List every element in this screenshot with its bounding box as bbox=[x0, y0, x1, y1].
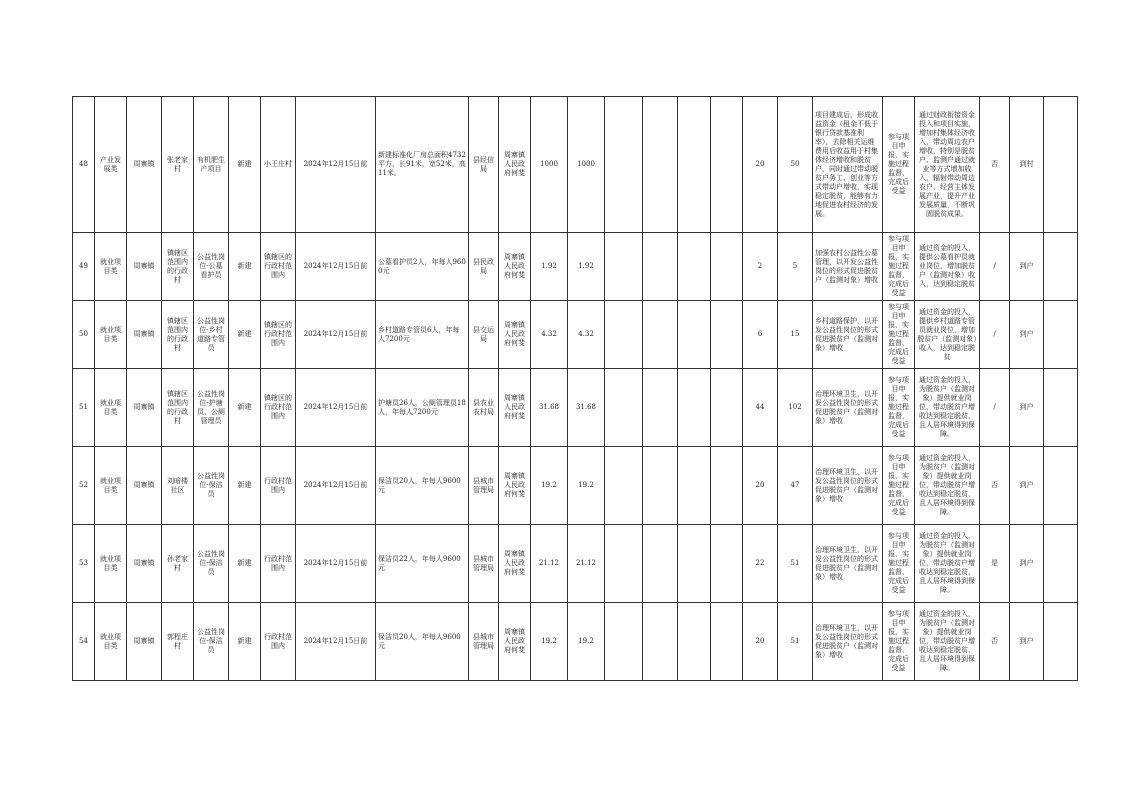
cell-category: 就业项目类 bbox=[95, 369, 127, 447]
cell-village: 孙老家村 bbox=[162, 525, 194, 603]
cell-unit: 周寨镇人民政府何斐 bbox=[499, 369, 531, 447]
table-row bbox=[73, 97, 1078, 233]
cell-town: 周寨镇 bbox=[127, 369, 162, 447]
cell-people: 102 bbox=[778, 369, 813, 447]
cell-empty bbox=[605, 447, 643, 525]
cell-empty bbox=[643, 233, 678, 301]
cell-deadline: 2024年12月15日前 bbox=[296, 525, 376, 603]
table-row bbox=[73, 603, 1078, 681]
cell-benefit: 治理环境卫生，以开发公益性岗位的形式促进脱贫户（监测对象）增收 bbox=[813, 447, 883, 525]
cell-village: 郭程庄村 bbox=[162, 603, 194, 681]
cell-town: 周寨镇 bbox=[127, 603, 162, 681]
cell-flag: / bbox=[980, 233, 1010, 301]
cell-dept: 县交运局 bbox=[469, 301, 499, 369]
cell-empty bbox=[643, 301, 678, 369]
cell-flag: 否 bbox=[980, 603, 1010, 681]
cell-category: 就业项目类 bbox=[95, 603, 127, 681]
cell-empty bbox=[711, 525, 743, 603]
cell-empty bbox=[1044, 301, 1078, 369]
cell-project: 公益性岗位-保洁员 bbox=[194, 447, 229, 525]
cell-empty bbox=[678, 603, 711, 681]
cell-empty bbox=[605, 301, 643, 369]
cell-mode: 到户 bbox=[1010, 447, 1044, 525]
cell-empty bbox=[678, 369, 711, 447]
cell-mechanism: 参与项目申报，实施过程监督，完成后受益 bbox=[883, 603, 915, 681]
cell-empty bbox=[1044, 233, 1078, 301]
cell-empty bbox=[1044, 447, 1078, 525]
cell-dept: 县经信局 bbox=[469, 97, 499, 233]
cell-empty bbox=[1044, 603, 1078, 681]
cell-mechanism: 参与项目申报，实施过程监督，完成后受益 bbox=[883, 301, 915, 369]
cell-empty bbox=[711, 301, 743, 369]
cell-dept: 县城市管理局 bbox=[469, 603, 499, 681]
cell-location: 镇辖区的行政村范围内 bbox=[261, 301, 296, 369]
cell-fund: 4.32 bbox=[568, 301, 605, 369]
cell-empty bbox=[711, 97, 743, 233]
cell-project: 公益性岗位-公墓看护员 bbox=[194, 233, 229, 301]
cell-benefit: 治理环境卫生，以开发公益性岗位的形式促进脱贫户（监测对象）增收 bbox=[813, 369, 883, 447]
cell-mode: 到户 bbox=[1010, 233, 1044, 301]
cell-mode: 到户 bbox=[1010, 301, 1044, 369]
cell-empty bbox=[711, 447, 743, 525]
cell-content: 保洁员20人，年每人9600元 bbox=[376, 447, 469, 525]
cell-village: 刘暗楼社区 bbox=[162, 447, 194, 525]
cell-project: 有机肥生产项目 bbox=[194, 97, 229, 233]
cell-total: 21.12 bbox=[531, 525, 568, 603]
cell-fund: 19.2 bbox=[568, 603, 605, 681]
cell-nature: 新建 bbox=[229, 603, 261, 681]
cell-link: 通过资金的投入，为脱贫户（监测对象）提供就业岗位，带动脱贫户增收达到稳定脱贫，且人居环境得到保障。 bbox=[915, 447, 980, 525]
cell-benefit: 治理环境卫生，以开发公益性岗位的形式促进脱贫户（监测对象）增收 bbox=[813, 603, 883, 681]
cell-people: 50 bbox=[778, 97, 813, 233]
cell-no: 49 bbox=[73, 233, 95, 301]
cell-content: 护塘员26人，公厕管理员18人，年每人7200元 bbox=[376, 369, 469, 447]
cell-location: 镇辖区的行政村范围内 bbox=[261, 369, 296, 447]
cell-flag: 否 bbox=[980, 447, 1010, 525]
cell-mode: 到村 bbox=[1010, 97, 1044, 233]
cell-nature: 新建 bbox=[229, 97, 261, 233]
cell-location: 小王庄村 bbox=[261, 97, 296, 233]
table-body bbox=[73, 97, 1078, 681]
table-row bbox=[73, 447, 1078, 525]
cell-total: 4.32 bbox=[531, 301, 568, 369]
cell-mechanism: 参与项目申报，实施过程监督，完成后受益 bbox=[883, 369, 915, 447]
cell-households: 22 bbox=[743, 525, 778, 603]
cell-benefit: 乡村道路保护，以开发公益性岗位的形式促进脱贫户（监测对象）增收 bbox=[813, 301, 883, 369]
cell-dept: 县民政局 bbox=[469, 233, 499, 301]
cell-village: 镇辖区范围内的行政村 bbox=[162, 369, 194, 447]
cell-town: 周寨镇 bbox=[127, 525, 162, 603]
cell-mechanism: 参与项目申报，实施过程监督，完成后受益 bbox=[883, 525, 915, 603]
cell-nature: 新建 bbox=[229, 447, 261, 525]
cell-project: 公益性岗位-保洁员 bbox=[194, 525, 229, 603]
cell-dept: 县农业农村局 bbox=[469, 369, 499, 447]
cell-nature: 新建 bbox=[229, 301, 261, 369]
cell-project: 公益性岗位-保洁员 bbox=[194, 603, 229, 681]
cell-households: 20 bbox=[743, 97, 778, 233]
cell-unit: 周寨镇人民政府何斐 bbox=[499, 97, 531, 233]
cell-benefit: 治理环境卫生，以开发公益性岗位的形式促进脱贫户（监测对象）增收 bbox=[813, 525, 883, 603]
cell-town: 周寨镇 bbox=[127, 97, 162, 233]
cell-mode: 到户 bbox=[1010, 603, 1044, 681]
cell-fund: 21.12 bbox=[568, 525, 605, 603]
cell-people: 47 bbox=[778, 447, 813, 525]
cell-town: 周寨镇 bbox=[127, 233, 162, 301]
cell-total: 1000 bbox=[531, 97, 568, 233]
cell-empty bbox=[1044, 525, 1078, 603]
cell-mechanism: 参与项目申报，实施过程监督，完成后受益 bbox=[883, 97, 915, 233]
cell-village: 镇辖区范围内的行政村 bbox=[162, 233, 194, 301]
cell-link: 通过资金的投入，为脱贫户（监测对象）提供就业岗位，带动脱贫户增收达到稳定脱贫，且人居环境得到保障。 bbox=[915, 603, 980, 681]
cell-empty bbox=[605, 233, 643, 301]
cell-link: 通过资金的投入，为脱贫户（监测对象）提供就业岗位，带动脱贫户增收达到稳定脱贫，且人居环境得到保障。 bbox=[915, 525, 980, 603]
cell-nature: 新建 bbox=[229, 525, 261, 603]
cell-empty bbox=[605, 369, 643, 447]
cell-empty bbox=[678, 301, 711, 369]
table-row bbox=[73, 301, 1078, 369]
cell-empty bbox=[605, 603, 643, 681]
cell-benefit: 项目建成后，形成收益资金（租金不低于银行贷款基准利率），去除相关运维费用后收益用于村集体经济增收和脱贫户，同时通过带动脱贫户务工、创业等方式带动户增收，实现稳定脱贫，能够有力地促进农村经济的发展。 bbox=[813, 97, 883, 233]
cell-dept: 县城市管理局 bbox=[469, 525, 499, 603]
cell-town: 周寨镇 bbox=[127, 301, 162, 369]
cell-total: 1.92 bbox=[531, 233, 568, 301]
cell-empty bbox=[643, 603, 678, 681]
cell-total: 19.2 bbox=[531, 447, 568, 525]
cell-mode: 到户 bbox=[1010, 525, 1044, 603]
cell-mechanism: 参与项目申报，实施过程监督，完成后受益 bbox=[883, 233, 915, 301]
cell-no: 52 bbox=[73, 447, 95, 525]
cell-project: 公益性岗位-护塘员、公厕管理员 bbox=[194, 369, 229, 447]
cell-fund: 31.68 bbox=[568, 369, 605, 447]
cell-deadline: 2024年12月15日前 bbox=[296, 447, 376, 525]
cell-empty bbox=[711, 603, 743, 681]
cell-empty bbox=[643, 525, 678, 603]
cell-empty bbox=[678, 525, 711, 603]
cell-total: 19.2 bbox=[531, 603, 568, 681]
cell-empty bbox=[711, 233, 743, 301]
cell-empty bbox=[643, 97, 678, 233]
cell-deadline: 2024年12月15日前 bbox=[296, 97, 376, 233]
cell-fund: 1000 bbox=[568, 97, 605, 233]
cell-location: 行政村范围内 bbox=[261, 525, 296, 603]
cell-location: 行政村范围内 bbox=[261, 447, 296, 525]
cell-category: 产业发展类 bbox=[95, 97, 127, 233]
cell-benefit: 加强农村公益性公墓管理，以开发公益性岗位的形式促进脱贫户（监测对象）增收 bbox=[813, 233, 883, 301]
cell-people: 51 bbox=[778, 603, 813, 681]
cell-households: 20 bbox=[743, 447, 778, 525]
cell-no: 54 bbox=[73, 603, 95, 681]
cell-flag: 否 bbox=[980, 97, 1010, 233]
cell-deadline: 2024年12月15日前 bbox=[296, 369, 376, 447]
cell-content: 保洁员22人，年每人9600元 bbox=[376, 525, 469, 603]
cell-people: 51 bbox=[778, 525, 813, 603]
cell-households: 2 bbox=[743, 233, 778, 301]
cell-mechanism: 参与项目申报，实施过程监督，完成后受益 bbox=[883, 447, 915, 525]
cell-deadline: 2024年12月15日前 bbox=[296, 301, 376, 369]
cell-town: 周寨镇 bbox=[127, 447, 162, 525]
cell-location: 镇辖区的行政村范围内 bbox=[261, 233, 296, 301]
cell-nature: 新建 bbox=[229, 233, 261, 301]
cell-empty bbox=[678, 97, 711, 233]
cell-no: 53 bbox=[73, 525, 95, 603]
table-row bbox=[73, 233, 1078, 301]
cell-link: 通过资金的投入，提供乡村道路专管员就业岗位，增加脱贫户（监测对象）收入，达到稳定脱贫 bbox=[915, 301, 980, 369]
cell-total: 31.68 bbox=[531, 369, 568, 447]
cell-nature: 新建 bbox=[229, 369, 261, 447]
cell-households: 44 bbox=[743, 369, 778, 447]
cell-households: 6 bbox=[743, 301, 778, 369]
cell-link: 通过财政衔接资金投入和项目实施，增加村集体经济收入，带动周边农户增收，特别是脱贫户、监测户通过就业等方式增加收入，辐射带动周边农户、经营主体发展产业，提升产业发展质量，不断巩固脱贫成果。 bbox=[915, 97, 980, 233]
cell-people: 15 bbox=[778, 301, 813, 369]
table-row bbox=[73, 369, 1078, 447]
cell-flag: 是 bbox=[980, 525, 1010, 603]
cell-content: 乡村道路专管员6人，年每人7200元 bbox=[376, 301, 469, 369]
table-row bbox=[73, 525, 1078, 603]
cell-deadline: 2024年12月15日前 bbox=[296, 603, 376, 681]
cell-no: 51 bbox=[73, 369, 95, 447]
cell-flag: / bbox=[980, 301, 1010, 369]
cell-flag: / bbox=[980, 369, 1010, 447]
cell-category: 就业项目类 bbox=[95, 301, 127, 369]
cell-category: 就业项目类 bbox=[95, 447, 127, 525]
cell-empty bbox=[605, 525, 643, 603]
cell-empty bbox=[605, 97, 643, 233]
cell-unit: 周寨镇人民政府何斐 bbox=[499, 603, 531, 681]
cell-fund: 1.92 bbox=[568, 233, 605, 301]
cell-empty bbox=[678, 233, 711, 301]
cell-people: 5 bbox=[778, 233, 813, 301]
cell-category: 就业项目类 bbox=[95, 233, 127, 301]
cell-mode: 到户 bbox=[1010, 369, 1044, 447]
cell-no: 48 bbox=[73, 97, 95, 233]
cell-empty bbox=[643, 369, 678, 447]
cell-no: 50 bbox=[73, 301, 95, 369]
cell-location: 行政村范围内 bbox=[261, 603, 296, 681]
cell-unit: 周寨镇人民政府何斐 bbox=[499, 233, 531, 301]
cell-dept: 县城市管理局 bbox=[469, 447, 499, 525]
cell-empty bbox=[1044, 97, 1078, 233]
cell-empty bbox=[643, 447, 678, 525]
cell-category: 就业项目类 bbox=[95, 525, 127, 603]
cell-unit: 周寨镇人民政府何斐 bbox=[499, 447, 531, 525]
cell-fund: 19.2 bbox=[568, 447, 605, 525]
cell-empty bbox=[1044, 369, 1078, 447]
cell-village: 张老家村 bbox=[162, 97, 194, 233]
cell-village: 镇辖区范围内的行政村 bbox=[162, 301, 194, 369]
project-table bbox=[72, 96, 1078, 681]
cell-unit: 周寨镇人民政府何斐 bbox=[499, 525, 531, 603]
cell-empty bbox=[678, 447, 711, 525]
cell-households: 20 bbox=[743, 603, 778, 681]
cell-deadline: 2024年12月15日前 bbox=[296, 233, 376, 301]
cell-link: 通过资金的投入，为脱贫户（监测对象）提供就业岗位，带动脱贫户增收达到稳定脱贫，且人居环境得到保障。 bbox=[915, 369, 980, 447]
cell-empty bbox=[711, 369, 743, 447]
cell-project: 公益性岗位-乡村道路专管员 bbox=[194, 301, 229, 369]
cell-unit: 周寨镇人民政府何斐 bbox=[499, 301, 531, 369]
cell-content: 保洁员20人，年每人9600元 bbox=[376, 603, 469, 681]
cell-link: 通过资金的投入，提供公墓看护员就业岗位，增加脱贫户（监测对象）收入，达到稳定脱贫 bbox=[915, 233, 980, 301]
cell-content: 公墓看护员2人，年每人9600元 bbox=[376, 233, 469, 301]
cell-content: 新建标准化厂房总面积4732平方，长91米，宽52米，高11米。 bbox=[376, 97, 469, 233]
